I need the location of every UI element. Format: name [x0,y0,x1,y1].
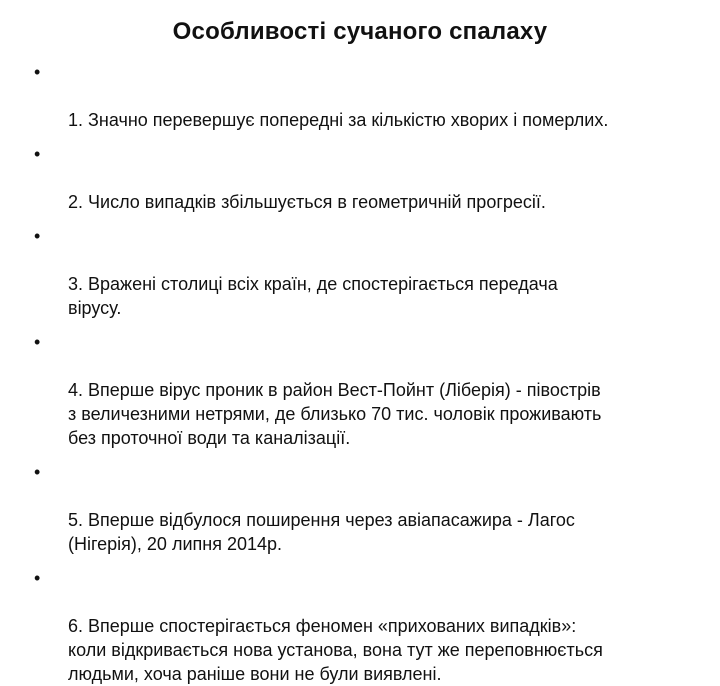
bullet-marker: • [34,332,41,352]
slide-title: Особливості сучаного спалаху [172,18,548,45]
bullet-item-5 [34,460,694,556]
bullet-item-2 [34,142,694,214]
bullet-text: 5. Вперше відбулося поширення через авіапасажира - Лагос (Нігерія), 20 липня 2014р. [68,510,575,554]
bullet-item-6 [34,566,694,686]
bullet-marker: • [34,62,41,82]
bullet-item-1 [34,60,694,132]
bullet-text: 6. Вперше спостерігається феномен «прихованих випадків»: коли відкривається нова установа, вона тут же переповнюється людьми, хоча раніше вони не були виявлені. [68,616,603,684]
bullet-marker: • [34,144,41,164]
bullet-marker: • [34,226,41,246]
bullet-marker: • [34,568,41,588]
bullet-list [34,60,694,686]
bullet-marker: • [34,462,41,482]
bullet-text: 2. Число випадків збільшується в геометричній прогресії. [68,192,546,212]
bullet-item-3 [34,224,694,320]
bullet-item-4 [34,330,694,450]
bullet-text: 4. Вперше вірус проник в район Вест-Пойнт (Ліберія) - півострів з величезними нетрями, де близько 70 тис. чоловік проживають без проточної води та каналізації. [68,380,602,448]
bullet-text: 1. Значно перевершує попередні за кількістю хворих і померлих. [68,110,609,130]
bullet-text: 3. Вражені столиці всіх країн, де спостерігається передача вірусу. [68,274,558,318]
